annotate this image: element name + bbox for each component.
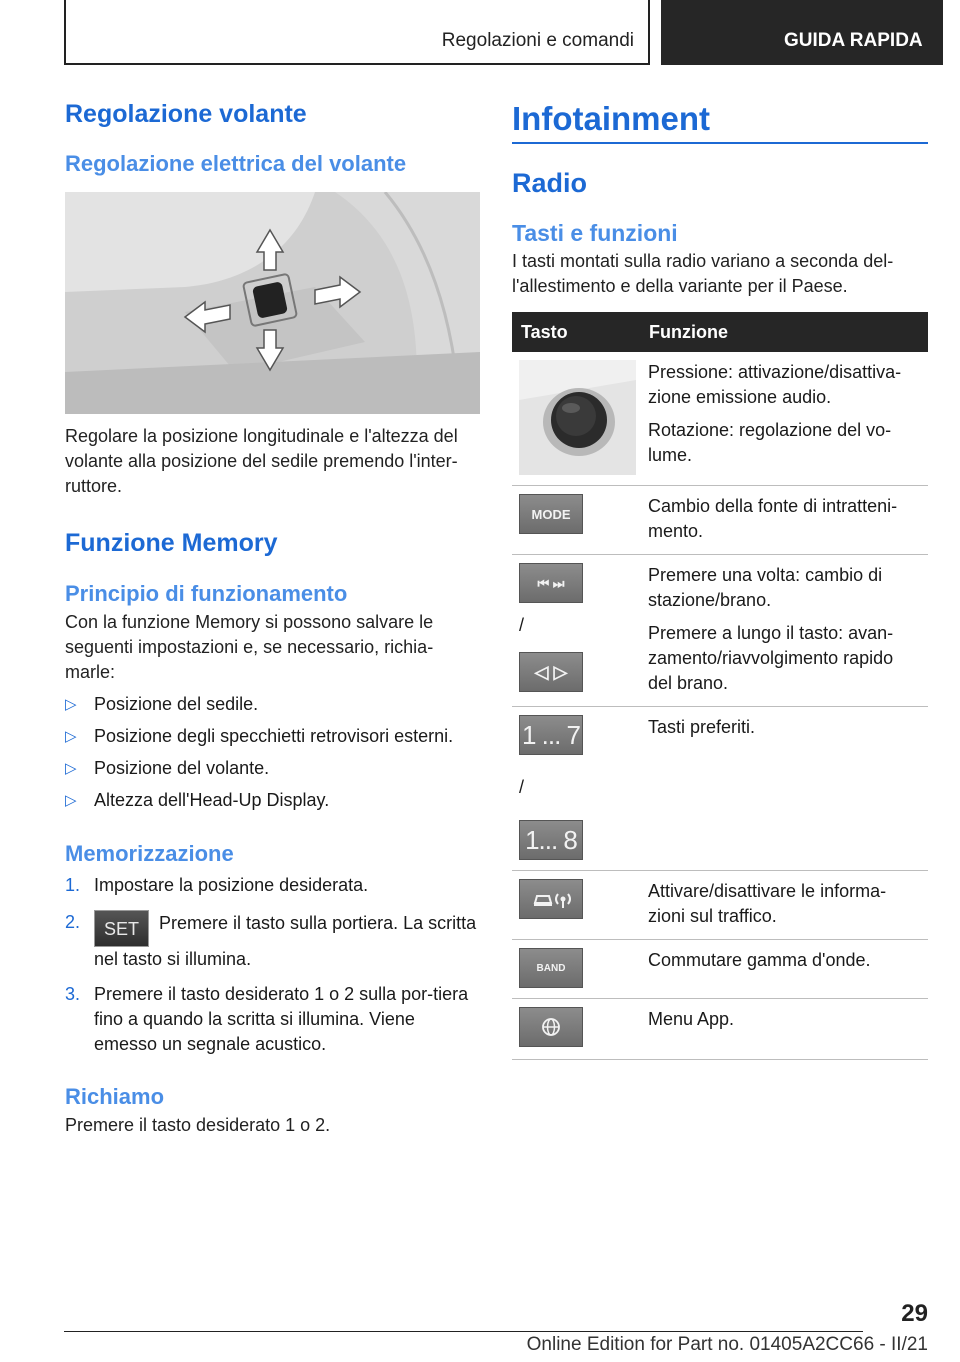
- preset-keys-7-button[interactable]: 1 ... 7: [519, 715, 583, 755]
- footer-edition: Online Edition for Part no. 01405A2CC66 - II/21: [526, 1334, 928, 1355]
- volante-instructions: Regolare la posizione longitudinale e l'altezza del volante alla posizione del sedile premendo l'inter-ruttore.: [65, 426, 458, 496]
- right-column: [512, 100, 928, 1060]
- steering-switch-illustration: [65, 192, 480, 414]
- heading-richiamo: Richiamo: [65, 1084, 165, 1109]
- footer-divider: [64, 1331, 863, 1332]
- separator-slash: /: [519, 615, 525, 635]
- column-header-funzione: Funzione: [639, 312, 928, 352]
- heading-memorizzazione: Memorizzazione: [65, 841, 234, 866]
- left-column: [65, 100, 480, 1138]
- heading-infotainment: Infotainment: [512, 100, 928, 144]
- principio-text: Con la funzione Memory si possono salvare le seguenti impostazioni e, se necessario, richia-marle:: [65, 612, 434, 682]
- heading-principio: Principio di funzionamento: [65, 581, 348, 606]
- band-button[interactable]: BAND: [519, 948, 583, 988]
- memory-settings-list: [65, 692, 480, 813]
- table-row: Pressione: attivazione/disattiva-zione emissione audio. Rotazione: regolazione del vo-lume.: [512, 352, 928, 486]
- bullet-marker-icon: ▷: [65, 760, 77, 777]
- list-item: ▷ Altezza dell'Head-Up Display.: [65, 788, 480, 813]
- memorizzazione-steps: [65, 873, 480, 1057]
- seek-arrows-button[interactable]: ◁ ▷: [519, 652, 583, 692]
- separator-slash: /: [519, 777, 525, 797]
- guide-tab[interactable]: [661, 0, 943, 65]
- table-row: 1 ... 7 / 1... 8 Tasti preferiti.: [512, 707, 928, 871]
- table-header-row: [512, 312, 928, 352]
- skip-track-button[interactable]: ⏮ ⏭: [519, 563, 583, 603]
- heading-radio: Radio: [512, 168, 588, 198]
- list-item: ▷ Posizione del volante.: [65, 756, 480, 781]
- heading-regolazione-volante: Regolazione volante: [65, 100, 307, 128]
- steering-switch-photo: [65, 192, 480, 414]
- step-item: 2. SET Premere il tasto sulla portiera. La scritta nel tasto si illumina.: [65, 912, 477, 969]
- traffic-info-icon[interactable]: [519, 879, 583, 919]
- header-section-box: [64, 0, 650, 65]
- guide-tab-label: GUIDA RAPIDA: [784, 30, 923, 51]
- richiamo-text: Premere il tasto desiderato 1 o 2.: [65, 1115, 331, 1135]
- heading-funzione-memory: Funzione Memory: [65, 529, 278, 557]
- section-title: Regolazioni e comandi: [441, 30, 634, 51]
- step-item: 3. Premere il tasto desiderato 1 o 2 sulla por-tiera fino a quando la scritta si illumina. Viene emesso un segnale acustico.: [65, 984, 469, 1054]
- step-item: 1. Impostare la posizione desiderata.: [65, 875, 369, 895]
- list-item: ▷ Posizione degli specchietti retrovisori esterni.: [65, 724, 480, 749]
- bullet-marker-icon: ▷: [65, 696, 77, 713]
- table-row: BAND Commutare gamma d'onde.: [512, 940, 928, 999]
- bullet-marker-icon: ▷: [65, 792, 77, 809]
- table-row: ⏮ ⏭ / ◁ ▷ Premere una volta: cambio di stazione/brano. Premere a lungo il tasto: avan-zamento/riavvolgimento rapido del brano.: [512, 555, 928, 707]
- bullet-marker-icon: ▷: [65, 728, 77, 745]
- table-row: MODE Cambio della fonte di intratteni-mento.: [512, 486, 928, 555]
- set-button[interactable]: SET: [94, 910, 149, 947]
- page-number: 29: [901, 1300, 928, 1327]
- heading-tasti-funzioni: Tasti e funzioni: [512, 220, 678, 246]
- heading-regolazione-elettrica: Regolazione elettrica del volante: [65, 151, 407, 176]
- radio-keys-table: [512, 312, 928, 1060]
- apps-globe-icon[interactable]: [519, 1007, 583, 1047]
- mode-button[interactable]: MODE: [519, 494, 583, 534]
- column-header-tasto: Tasto: [512, 312, 639, 352]
- table-row: Attivare/disattivare le informa-zioni sul traffico.: [512, 871, 928, 940]
- volume-knob-icon[interactable]: [519, 360, 636, 475]
- list-item: ▷ Posizione del sedile.: [65, 692, 480, 717]
- preset-keys-8-button[interactable]: 1... 8: [519, 820, 583, 860]
- tasti-intro: I tasti montati sulla radio variano a seconda del-l'allestimento e della variante per il Paese.: [512, 251, 894, 296]
- table-row: Menu App.: [512, 999, 928, 1060]
